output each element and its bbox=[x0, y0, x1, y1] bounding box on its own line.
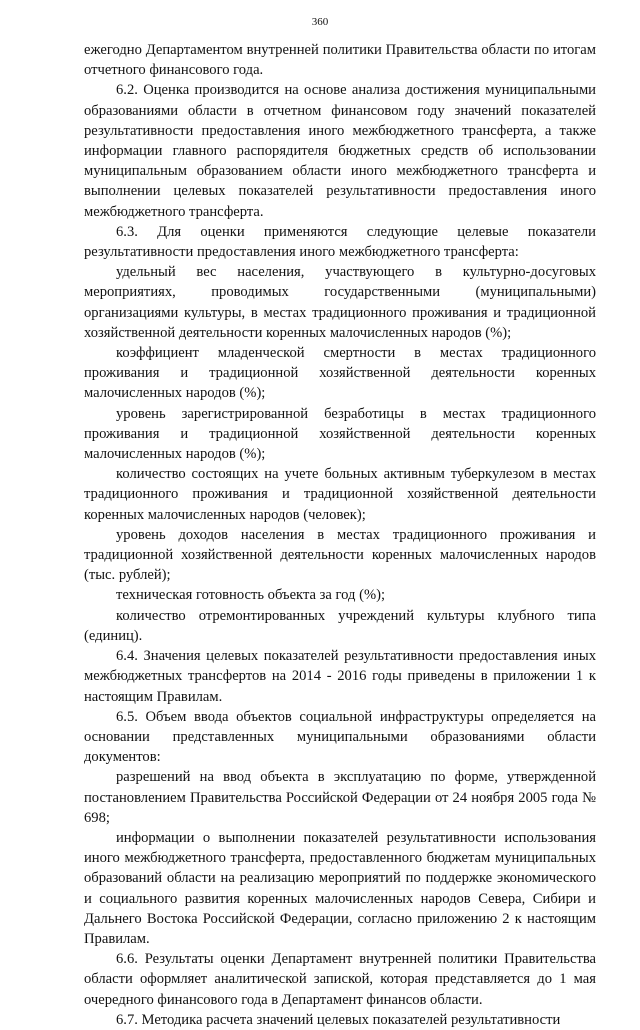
paragraph-6-7: 6.7. Методика расчета значений целевых показателей результативности bbox=[116, 1011, 561, 1028]
paragraph-6-5: 6.5. Объем ввода объектов социальной инфраструктуры определяется на основании представленных муниципальными образованиями области документов: bbox=[84, 708, 596, 766]
paragraph-continuation: ежегодно Департаментом внутренней политики Правительства области по итогам отчетного финансового года. bbox=[84, 42, 596, 79]
indicator-unemployment: уровень зарегистрированной безработицы в местах традиционного проживания и традиционной хозяйственной деятельности коренных малочисленных народов (%); bbox=[84, 405, 596, 463]
document-item-permits: разрешений на ввод объекта в эксплуатацию по форме, утвержденной постановлением Правительства Российской Федерации от 24 ноября 2005 года № 698; bbox=[84, 769, 596, 826]
paragraph-6-3: 6.3. Для оценки применяются следующие целевые показатели результативности предоставления иного межбюджетного трансферта: bbox=[84, 223, 596, 261]
document-item-performance-info: информации о выполнении показателей результативности использования иного межбюджетного трансферта, предоставленного бюджетам муниципальных образований области на реализацию мероприятий по поддержке экономического и социального развития коренных малочисленных народов Севера, Сибири и Дальнего Востока Российской Федерации, согласно приложению 2 к настоящим Правилам. bbox=[84, 829, 596, 947]
paragraph-6-6: 6.6. Результаты оценки Департамент внутренней политики Правительства области оформляет аналитической запиской, которая представляется до 1 мая очередного финансового года в Департамент финансов области. bbox=[84, 951, 596, 1008]
page-number: 360 bbox=[311, 16, 329, 28]
paragraph-6-2: 6.2. Оценка производится на основе анализа достижения муниципальными образованиями области в отчетном финансовом году значений показателей результативности предоставления иного межбюджетного трансферта, а также информации главного распорядителя бюджетных средств об использовании муниципальным образованием области иного межбюджетного трансферта и выполнении целевых показателей результативности предоставления иного межбюджетного трансферта. bbox=[84, 82, 596, 220]
indicator-renovated-clubs: количество отремонтированных учреждений культуры клубного типа (единиц). bbox=[84, 607, 596, 644]
paragraph-6-4: 6.4. Значения целевых показателей результативности предоставления иных межбюджетных трансфертов на 2014 - 2016 годы приведены в приложении 1 к настоящим Правилам. bbox=[84, 648, 596, 705]
indicator-technical-readiness: техническая готовность объекта за год (%); bbox=[116, 587, 386, 604]
indicator-income: уровень доходов населения в местах традиционного проживания и традиционной хозяйственной деятельности коренных малочисленных народов (тыс. рублей); bbox=[84, 526, 596, 584]
indicator-tuberculosis: количество состоящих на учете больных активным туберкулезом в местах традиционного проживания и традиционной хозяйственной деятельности коренных малочисленных народов (человек); bbox=[84, 466, 596, 523]
indicator-cultural-participation: удельный вес населения, участвующего в культурно-досуговых мероприятиях, проводимых государственными (муниципальными) организациями культуры, в местах традиционного проживания и традиционной хозяйственной деятельности коренных малочисленных народов (%); bbox=[84, 264, 596, 341]
indicator-infant-mortality: коэффициент младенческой смертности в местах традиционного проживания и традиционной хозяйственной деятельности коренных малочисленных народов (%); bbox=[84, 345, 596, 402]
document-body bbox=[84, 40, 596, 1030]
